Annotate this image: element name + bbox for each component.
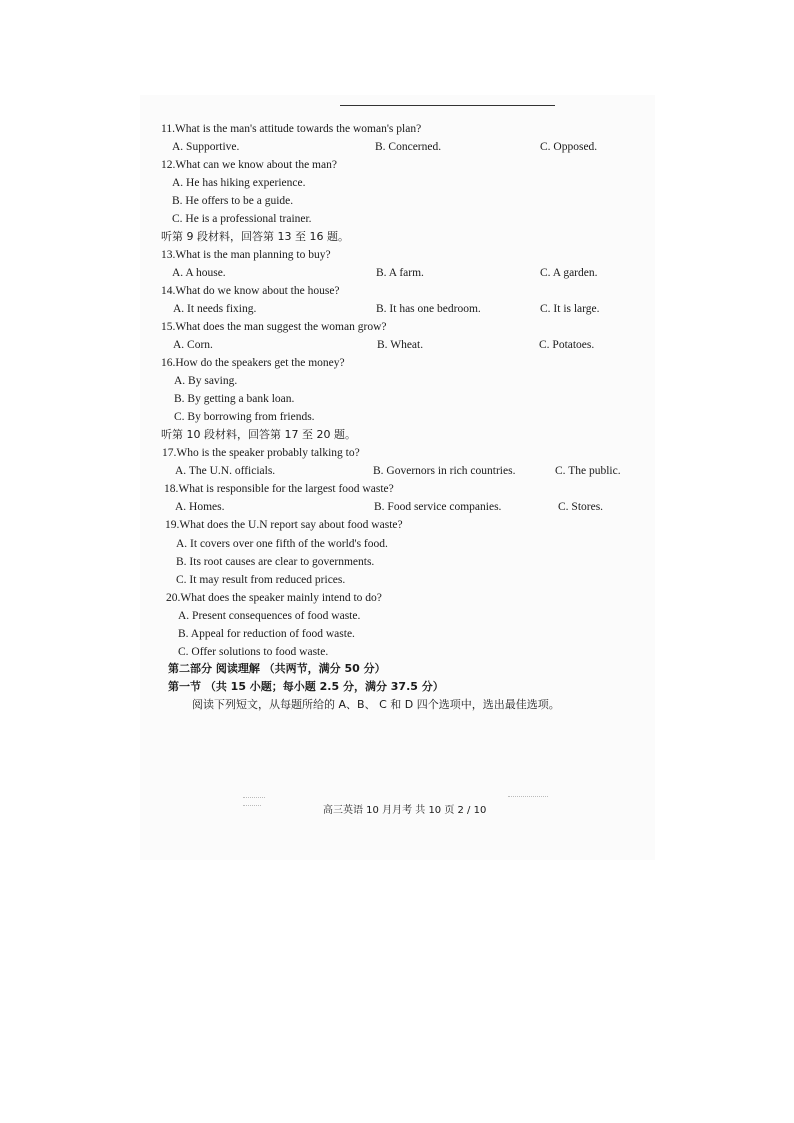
question-stem: 16.How do the speakers get the money? <box>161 357 345 369</box>
option-b: B. Wheat. <box>377 339 424 351</box>
question-stem: 20.What does the speaker mainly intend to do? <box>166 592 382 604</box>
question-stem: 15.What does the man suggest the woman grow? <box>161 321 387 333</box>
passage-10-note <box>0 426 794 444</box>
question-17 <box>0 444 794 462</box>
question-stem: 17.Who is the speaker probably talking to? <box>162 447 360 459</box>
question-20-option-b <box>0 625 794 643</box>
question-12-option-a <box>0 174 794 192</box>
question-20-option-a <box>0 607 794 625</box>
scan-mark <box>243 797 265 798</box>
question-16-option-b <box>0 390 794 408</box>
option-a: A. Present consequences of food waste. <box>178 610 361 622</box>
option-a: A. Homes. <box>175 501 225 513</box>
option-c: C. Offer solutions to food waste. <box>178 646 329 658</box>
question-19 <box>0 516 794 534</box>
option-b: B. Its root causes are clear to governments. <box>176 556 375 568</box>
question-16-option-a <box>0 372 794 390</box>
option-b: B. By getting a bank loan. <box>174 393 295 405</box>
option-a: A. Supportive. <box>172 141 240 153</box>
option-a: A. It covers over one fifth of the world's food. <box>176 538 388 550</box>
option-a: A. He has hiking experience. <box>172 177 306 189</box>
option-a: A. The U.N. officials. <box>175 465 276 477</box>
part-2-heading <box>0 660 794 678</box>
option-a: A. By saving. <box>174 375 238 387</box>
part-2-section-1 <box>0 678 794 696</box>
question-12-option-b <box>0 192 794 210</box>
option-a: A. A house. <box>172 267 226 279</box>
option-c: C. Potatoes. <box>539 339 595 351</box>
instruction-text: 阅读下列短文，从每题所给的 A、B、 C 和 D 四个选项中，选出最佳选项。 <box>192 698 560 711</box>
question-stem: 19.What does the U.N report say about food waste? <box>165 519 403 531</box>
option-b: B. Governors in rich countries. <box>373 465 516 477</box>
question-15-options <box>0 336 794 354</box>
option-c: C. Stores. <box>558 501 604 513</box>
question-17-options <box>0 462 794 480</box>
section-subheading: 第一节 （共 15 小题；每小题 2.5 分，满分 37.5 分） <box>168 680 444 693</box>
page-footer <box>0 802 794 820</box>
question-19-option-b <box>0 553 794 571</box>
passage-9-note <box>0 228 794 246</box>
option-b: B. Appeal for reduction of food waste. <box>178 628 355 640</box>
question-12-option-c <box>0 210 794 228</box>
option-b: B. Concerned. <box>375 141 442 153</box>
question-12 <box>0 156 794 174</box>
option-a: A. It needs fixing. <box>173 303 257 315</box>
option-c: C. The public. <box>555 465 621 477</box>
scan-mark <box>508 796 548 797</box>
question-19-option-a <box>0 535 794 553</box>
question-16 <box>0 354 794 372</box>
option-c: C. He is a professional trainer. <box>172 213 312 225</box>
option-c: C. A garden. <box>540 267 598 279</box>
question-stem: 13.What is the man planning to buy? <box>161 249 331 261</box>
question-14-options <box>0 300 794 318</box>
question-18 <box>0 480 794 498</box>
question-20-option-c <box>0 643 794 661</box>
option-c: C. Opposed. <box>540 141 598 153</box>
question-19-option-c <box>0 571 794 589</box>
option-a: A. Corn. <box>173 339 213 351</box>
question-18-options <box>0 498 794 516</box>
option-c: C. By borrowing from friends. <box>174 411 315 423</box>
footer-text: 高三英语 10 月月考 共 10 页 2 / 10 <box>323 805 487 816</box>
question-11 <box>0 120 794 138</box>
option-b: B. A farm. <box>376 267 424 279</box>
question-13 <box>0 246 794 264</box>
question-stem: 18.What is responsible for the largest food waste? <box>164 483 394 495</box>
question-13-options <box>0 264 794 282</box>
question-stem: 11.What is the man's attitude towards the woman's plan? <box>161 123 422 135</box>
option-b: B. It has one bedroom. <box>376 303 481 315</box>
question-15 <box>0 318 794 336</box>
option-c: C. It may result from reduced prices. <box>176 574 346 586</box>
question-stem: 12.What can we know about the man? <box>161 159 337 171</box>
section-note: 听第 9 段材料，回答第 13 至 16 题。 <box>161 230 349 243</box>
part-2-instruction <box>0 696 794 714</box>
question-stem: 14.What do we know about the house? <box>161 285 340 297</box>
section-heading: 第二部分 阅读理解 （共两节，满分 50 分） <box>168 662 386 675</box>
option-b: B. He offers to be a guide. <box>172 195 294 207</box>
option-c: C. It is large. <box>540 303 600 315</box>
question-20 <box>0 589 794 607</box>
question-11-options <box>0 138 794 156</box>
option-b: B. Food service companies. <box>374 501 502 513</box>
section-note: 听第 10 段材料，回答第 17 至 20 题。 <box>161 428 356 441</box>
question-14 <box>0 282 794 300</box>
question-16-option-c <box>0 408 794 426</box>
header-rule <box>340 105 555 106</box>
